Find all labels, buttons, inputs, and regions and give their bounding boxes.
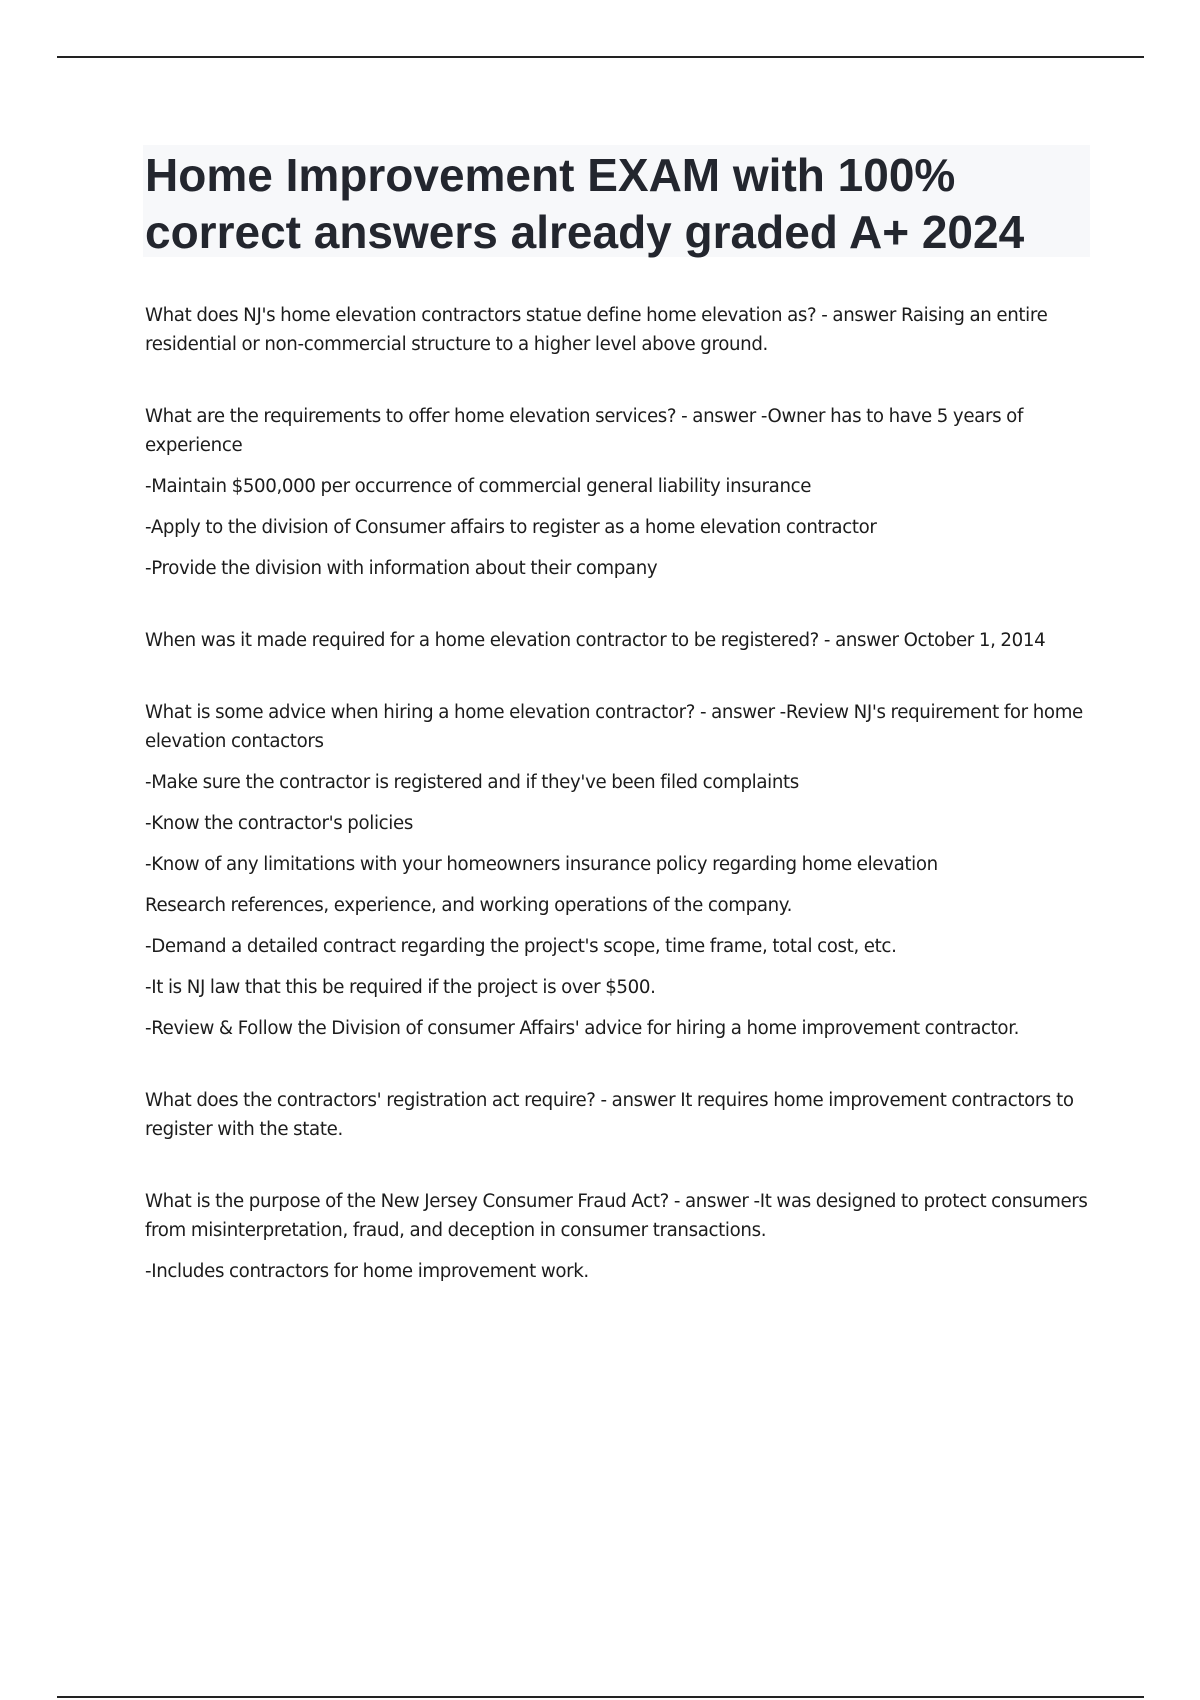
bottom-rule xyxy=(57,1696,1144,1698)
qa-line: -Includes contractors for home improvement work. xyxy=(145,1261,589,1282)
qa-line: Research references, experience, and working operations of the company. xyxy=(145,895,793,916)
title-block xyxy=(143,145,1090,257)
qa-line: -Provide the division with information about their company xyxy=(145,558,658,579)
qa-line: -Know the contractor's policies xyxy=(145,813,413,834)
qa-item xyxy=(145,626,1090,655)
qa-line: -It is NJ law that this be required if the project is over $500. xyxy=(145,977,656,998)
qa-line: -Make sure the contractor is registered and if they've been filed complaints xyxy=(145,772,799,793)
document-page xyxy=(145,145,1090,1329)
qa-list xyxy=(145,301,1090,1286)
qa-line: When was it made required for a home elevation contractor to be registered? - answer October 1, 2014 xyxy=(145,630,1046,651)
qa-line: -Maintain $500,000 per occurrence of commercial general liability insurance xyxy=(145,476,812,497)
qa-line: -Demand a detailed contract regarding the project's scope, time frame, total cost, etc. xyxy=(145,936,897,957)
qa-line: What does the contractors' registration act require? - answer It requires home improvement contractors to register with the state. xyxy=(145,1090,1074,1140)
qa-line: What does NJ's home elevation contractors statue define home elevation as? - answer Raising an entire residential or non-commercial structure to a higher level above ground. xyxy=(145,305,1048,355)
qa-item xyxy=(145,1086,1090,1144)
qa-item xyxy=(145,698,1090,1043)
document-title: Home Improvement EXAM with 100% correct answers already graded A+ 2024 xyxy=(145,149,1025,258)
top-rule xyxy=(57,56,1144,58)
qa-line: -Know of any limitations with your homeowners insurance policy regarding home elevation xyxy=(145,854,938,875)
qa-line: -Review & Follow the Division of consumer Affairs' advice for hiring a home improvement contractor. xyxy=(145,1018,1020,1039)
qa-line: What is some advice when hiring a home elevation contractor? - answer -Review NJ's requirement for home elevation contactors xyxy=(145,702,1083,752)
qa-line: What are the requirements to offer home elevation services? - answer -Owner has to have 5 years of experience xyxy=(145,406,1023,456)
qa-line: -Apply to the division of Consumer affairs to register as a home elevation contractor xyxy=(145,517,877,538)
qa-item xyxy=(145,402,1090,583)
qa-line: What is the purpose of the New Jersey Consumer Fraud Act? - answer -It was designed to protect consumers from misinterpretation, fraud, and deception in consumer transactions. xyxy=(145,1191,1088,1241)
qa-item xyxy=(145,301,1090,359)
qa-item xyxy=(145,1187,1090,1286)
